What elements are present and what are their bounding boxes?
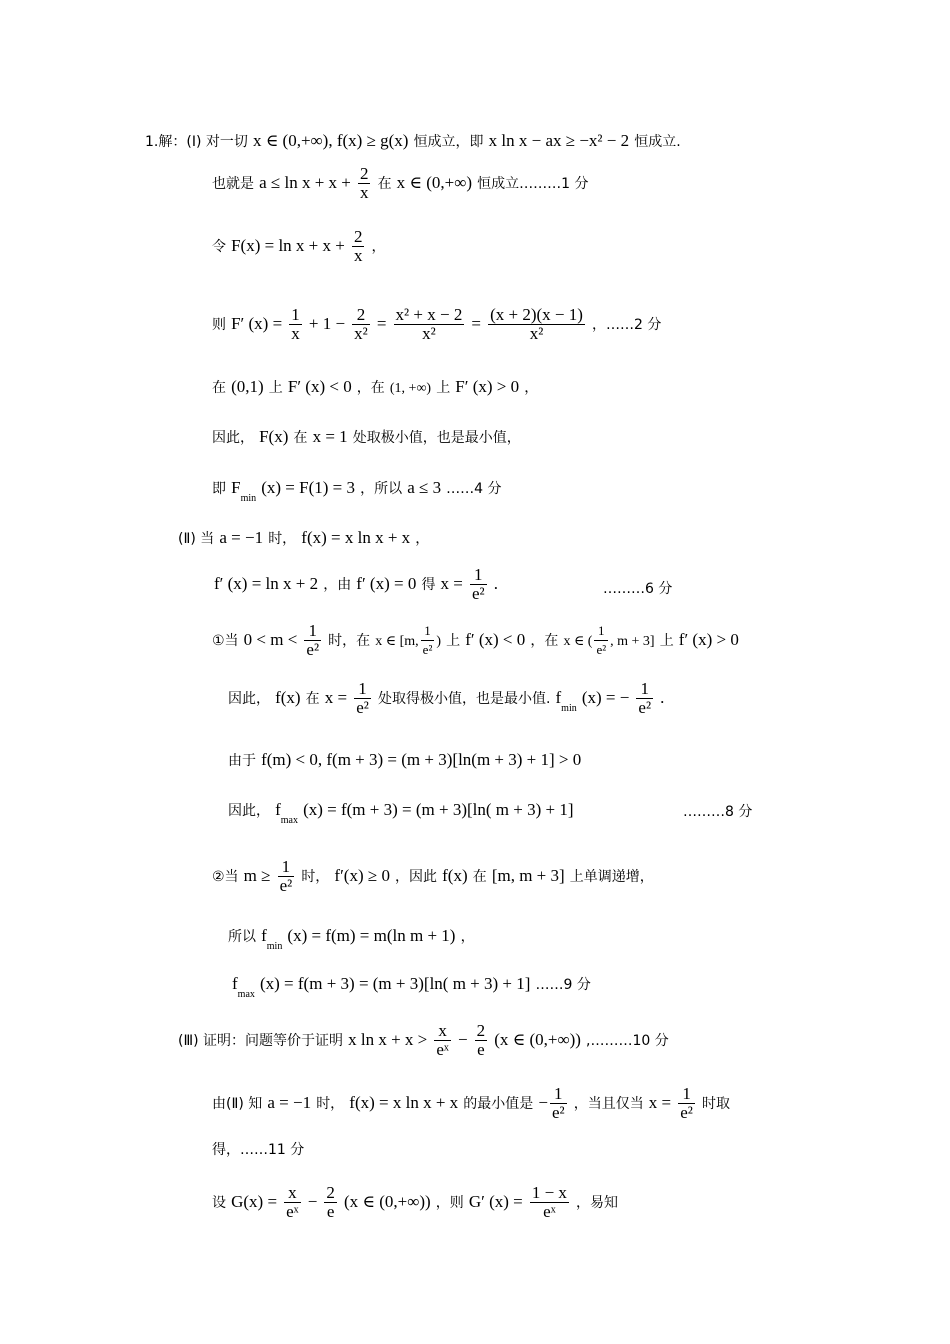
text: ，因此 (395, 869, 438, 885)
sec2-line6-score: ………8 分 (683, 804, 753, 820)
sec2-line2-score: ………6 分 (603, 581, 673, 597)
sec2-line8 (228, 925, 475, 958)
text: ，易知 (576, 1195, 619, 1211)
sec3-line2 (212, 1085, 730, 1122)
math: − (538, 1093, 548, 1112)
math: f′ (x) < 0 (465, 630, 526, 649)
text: 上 (446, 633, 461, 649)
math: + 1 − (308, 314, 346, 333)
fraction: $\frac{2}{x}$ (353, 227, 363, 265)
math: x ∈ ( (563, 634, 593, 649)
math: x ln x + x > (348, 1030, 428, 1049)
math: m ≥ (243, 866, 271, 885)
math: (x) = f(m) = m(ln m + 1) (287, 926, 456, 945)
sec1-line2 (212, 165, 588, 202)
math: − (307, 1192, 318, 1211)
text: 因此， (228, 803, 270, 819)
sec2-line6 (228, 799, 574, 832)
fraction: $\frac{1}{\text{e²}}$ (596, 623, 607, 657)
sec2-line7 (212, 858, 654, 895)
math: (x) = f(m + 3) = (m + 3)[ln( m + 3) + 1] (303, 800, 574, 819)
text: ，所以 (360, 481, 403, 497)
sec1-line1 (145, 130, 681, 153)
math: , m + 3] (610, 634, 655, 649)
math: x ∈ (0,+∞), f(x) ≥ g(x) (252, 131, 409, 150)
fraction: $\frac{2}{x}$ (359, 164, 369, 202)
math: (x ∈ (0,+∞)) (494, 1030, 581, 1049)
sec3-line1 (178, 1022, 669, 1059)
math: f′(x) ≥ 0 (334, 866, 390, 885)
text: 恒成立………1 分 (477, 176, 589, 192)
text: 时， (316, 1096, 345, 1112)
text: 时，在 (328, 633, 371, 649)
sec1-line3 (212, 228, 386, 265)
math: f (555, 688, 562, 707)
text: 由(Ⅱ) 知 (212, 1096, 263, 1112)
math: f (232, 974, 238, 993)
text: ，则 (435, 1195, 464, 1211)
math: x ln x − ax ≥ −x² − 2 (488, 131, 630, 150)
math: f(m) < 0, f(m + 3) = (m + 3)[ln(m + 3) + 1] > 0 (261, 750, 582, 769)
math: = (471, 314, 482, 333)
text: ， (524, 380, 539, 396)
math: f′ (x) = 0 (356, 574, 417, 593)
text: ……9 分 (535, 977, 591, 993)
sec2-line3 (212, 622, 739, 659)
text: 时， (301, 869, 330, 885)
text: ……4 分 (446, 481, 502, 497)
text: 处取极小值，也是最小值， (352, 430, 521, 446)
math: (x) = − (581, 688, 630, 707)
math: f (275, 800, 281, 819)
text: 上 (659, 633, 674, 649)
text: ， (460, 929, 475, 945)
math: 0 < m < (243, 630, 298, 649)
sec3-line3 (212, 1138, 304, 1161)
text: 得 (421, 577, 436, 593)
fraction: $\frac{1}{\text{e²}}$ (306, 621, 320, 659)
math: [m, m + 3] (491, 866, 565, 885)
text: ，……2 分 (592, 317, 662, 333)
math: F(x) = ln x + x + (231, 236, 345, 255)
sec2-line4 (228, 680, 664, 720)
text: 因此， (212, 430, 254, 446)
math: a = −1 (267, 1093, 312, 1112)
subscript: max (280, 815, 298, 826)
text: 则 (212, 317, 226, 333)
math: x = (324, 688, 348, 707)
text: ，在 (530, 633, 559, 649)
text: 在 (377, 176, 392, 192)
fraction: $\frac{1 - x}{\text{eˣ}}$ (531, 1183, 567, 1221)
sec1-line6 (212, 426, 521, 449)
text: 在 (293, 430, 308, 446)
math: x = (440, 574, 463, 593)
fraction: $\frac{1}{\text{e²}}$ (551, 1084, 565, 1122)
math: f(x) = x ln x + x (301, 528, 411, 547)
sec2-line2 (214, 566, 498, 603)
text: 在 (305, 691, 320, 707)
text: ，由 (323, 577, 352, 593)
text: 上 (268, 380, 283, 396)
subscript: min (561, 703, 577, 714)
text: 得，……11 分 (212, 1142, 305, 1158)
sec3-line4 (212, 1184, 618, 1221)
text: (Ⅱ) 当 (178, 531, 215, 547)
math: G′ (x) = (468, 1192, 523, 1211)
fraction: $\frac{2}{e}$ (326, 1183, 335, 1221)
math: = (376, 314, 387, 333)
sec2-line1 (178, 527, 429, 550)
text: 由于 (228, 753, 256, 769)
math: F′ (x) = (231, 314, 283, 333)
math: f(x) = x ln x + x (349, 1093, 459, 1112)
fraction: $\frac{1}{\text{e²}}$ (422, 623, 433, 657)
math: F(x) (259, 427, 289, 446)
text: ， (415, 531, 430, 547)
sec1-line5 (212, 376, 538, 400)
text: 1.解：(Ⅰ) 对一切 (145, 134, 248, 150)
math: x = 1 (312, 427, 348, 446)
text: 时， (268, 531, 297, 547)
fraction: $\frac{\text{x² + x − 2}}{\text{x²}}$ (395, 305, 463, 343)
text: 在 (472, 869, 487, 885)
math: (1, +∞) (389, 381, 432, 396)
text: ②当 (212, 869, 239, 885)
fraction: $\frac{1}{\text{e²}}$ (279, 857, 293, 895)
text: 上 (436, 380, 451, 396)
math: a ≤ 3 (407, 478, 442, 497)
subscript: min (240, 493, 257, 504)
text: 令 (212, 239, 226, 255)
text: 在 (212, 380, 226, 396)
math: F′ (x) < 0 (287, 377, 352, 396)
math: (0,1) (231, 377, 264, 396)
text: 因此， (228, 691, 270, 707)
text: ，当且仅当 (573, 1096, 644, 1112)
text: 恒成立. (634, 134, 681, 150)
text: 处取得极小值，也是最小值. (377, 691, 551, 707)
subscript: min (266, 941, 283, 952)
math: a = −1 (219, 528, 264, 547)
math: x = (648, 1093, 672, 1112)
math: a ≤ ln x + x + (259, 173, 351, 192)
text: 也就是 (212, 176, 254, 192)
math: f (261, 926, 267, 945)
math: (x) = F(1) = 3 (261, 478, 355, 497)
text: 的最小值是 (463, 1096, 534, 1112)
math: x ∈ [m, (375, 634, 419, 649)
text: ，在 (356, 380, 385, 396)
text: 时取 (701, 1096, 730, 1112)
sec1-line7 (212, 477, 502, 510)
fraction: $\frac{x}{\text{eˣ}}$ (286, 1183, 299, 1221)
math: ) (436, 634, 442, 649)
sec2-line9 (232, 973, 591, 1006)
text: ,………10 分 (586, 1033, 669, 1049)
text: 设 (212, 1195, 226, 1211)
fraction: $\frac{1}{\text{e²}}$ (680, 1084, 693, 1122)
math: (x) = f(m + 3) = (m + 3)[ln( m + 3) + 1] (259, 974, 531, 993)
fraction: $\frac{1}{x}$ (291, 305, 300, 343)
math: F′ (x) > 0 (455, 377, 520, 396)
text: 恒成立，即 (413, 134, 484, 150)
text: (Ⅲ) 证明：问题等价于证明 (178, 1033, 344, 1049)
math: (x ∈ (0,+∞)) (343, 1192, 431, 1211)
math: − (457, 1030, 468, 1049)
math: . (493, 574, 498, 593)
text: ①当 (212, 633, 239, 649)
math: G(x) = (231, 1192, 278, 1211)
fraction: $\frac{x}{\text{eˣ}}$ (436, 1021, 449, 1059)
text: 即 (212, 481, 226, 497)
math: F (231, 478, 241, 497)
text: 所以 (228, 929, 256, 945)
fraction: $\frac{1}{\text{e²}}$ (638, 679, 652, 717)
math: f(x) (275, 688, 301, 707)
math: f(x) (442, 866, 468, 885)
math: . (660, 688, 665, 707)
math: f′ (x) = ln x + 2 (214, 574, 319, 593)
text: ， (371, 239, 386, 255)
fraction: $\frac{2}{e}$ (476, 1021, 486, 1059)
sec1-line4 (212, 306, 661, 343)
fraction: $\frac{1}{\text{e²}}$ (471, 565, 485, 603)
fraction: $\frac{1}{\text{e²}}$ (356, 679, 369, 717)
sec2-line5 (228, 749, 581, 772)
text: 上单调递增， (569, 869, 654, 885)
math: x ∈ (0,+∞) (396, 173, 473, 192)
subscript: max (237, 989, 255, 1000)
fraction: $\frac{2}{\text{x²}}$ (354, 305, 368, 343)
fraction: $\frac{(x + 2)(x - 1)}{\text{x²}}$ (490, 305, 583, 343)
math: f′ (x) > 0 (678, 630, 739, 649)
